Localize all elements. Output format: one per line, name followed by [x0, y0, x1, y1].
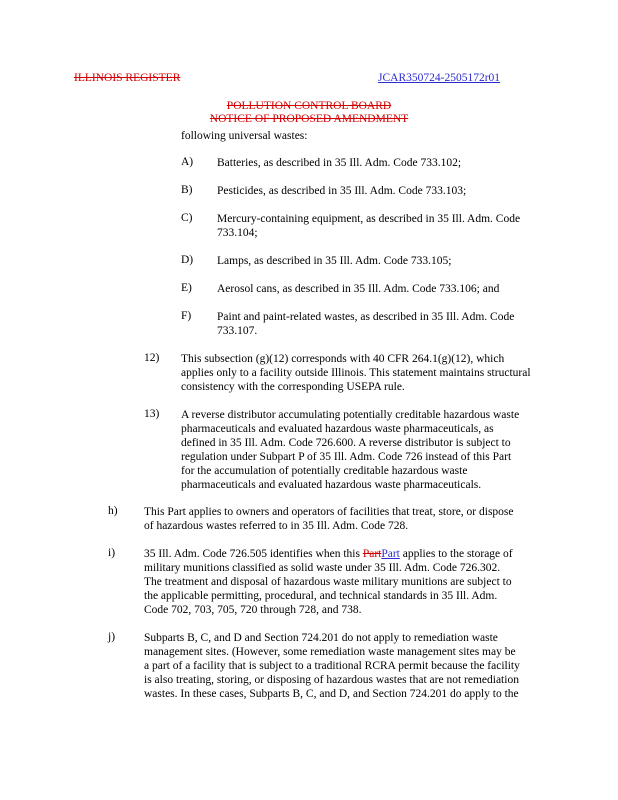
list-label: D)	[181, 254, 194, 266]
section-i-label: i)	[108, 547, 116, 559]
section-i-line: military munitions classified as solid waste under 35 Ill. Adm. Code 726.302.	[144, 562, 501, 574]
item-13-line: A reverse distributor accumulating potentially creditable hazardous waste	[181, 409, 520, 421]
header-document-id[interactable]: JCAR350724-2505172r01	[378, 72, 501, 84]
section-h-line: of hazardous wastes referred to in 35 Ill. Adm. Code 728.	[144, 520, 409, 532]
section-j-line: is also treating, storing, or disposing of hazardous wastes that are not remediation	[144, 674, 519, 686]
section-j-label: j)	[108, 631, 116, 643]
list-item-mercury-cont: 733.104;	[217, 227, 258, 239]
list-item-pesticides: Pesticides, as described in 35 Ill. Adm. Code 733.103;	[217, 185, 467, 197]
section-i-line: Code 702, 703, 705, 720 through 728, and 738.	[144, 604, 362, 616]
item-13-line: pharmaceuticals and evaluated hazardous waste pharmaceuticals.	[181, 479, 482, 491]
section-j-line: management sites. (However, some remediation waste management sites may be	[144, 646, 516, 658]
list-item-aerosol: Aerosol cans, as described in 35 Ill. Adm. Code 733.106; and	[217, 283, 500, 295]
notice-amendment: NOTICE OF PROPOSED AMENDMENT	[209, 113, 409, 125]
item-13-line: defined in 35 Ill. Adm. Code 726.600. A reverse distributor is subject to	[181, 437, 511, 449]
item-12-line: applies only to a facility outside Illinois. This statement maintains structural	[181, 367, 531, 379]
list-label: A)	[181, 156, 194, 168]
section-i-text-b: applies to the storage of	[399, 548, 513, 560]
section-i-line: The treatment and disposal of hazardous waste military munitions are subject to	[144, 576, 512, 588]
list-item-paint: Paint and paint-related wastes, as described in 35 Ill. Adm. Code	[217, 311, 515, 323]
item-13-label: 13)	[144, 408, 160, 420]
section-h-line: This Part applies to owners and operators of facilities that treat, store, or dispose	[144, 506, 514, 518]
section-i-text-a: 35 Ill. Adm. Code 726.505 identifies when this	[144, 548, 363, 560]
section-j-line: a part of a facility that is subject to a traditional RCRA permit because the facility	[144, 660, 520, 672]
item-12-line: consistency with the corresponding USEPA rule.	[181, 381, 405, 393]
section-j-line: wastes. In these cases, Subparts B, C, and D, and Section 724.201 do apply to the	[144, 688, 519, 700]
section-i-line: the applicable permitting, procedural, and technical standards in 35 Ill. Adm.	[144, 590, 498, 602]
section-j-line: Subparts B, C, and D and Section 724.201 do not apply to remediation waste	[144, 632, 498, 644]
list-label: E)	[181, 282, 192, 294]
list-item-paint-cont: 733.107.	[217, 325, 258, 337]
list-item-lamps: Lamps, as described in 35 Ill. Adm. Code 733.105;	[217, 255, 452, 267]
header-register-title: ILLINOIS REGISTER	[74, 72, 181, 84]
notice-board: POLLUTION CONTROL BOARD	[226, 100, 392, 112]
item-13-line: for the accumulation of potentially creditable hazardous waste	[181, 465, 468, 477]
item-12-label: 12)	[144, 352, 160, 364]
list-label: B)	[181, 184, 193, 196]
section-i-line-first	[144, 547, 513, 561]
list-item-batteries: Batteries, as described in 35 Ill. Adm. Code 733.102;	[217, 157, 462, 169]
item-13-line: regulation under Subpart P of 35 Ill. Adm. Code 726 instead of this Part	[181, 451, 512, 463]
list-label: C)	[181, 212, 193, 224]
item-12-line: This subsection (g)(12) corresponds with 40 CFR 264.1(g)(12), which	[181, 353, 505, 365]
inserted-text: Part	[381, 548, 400, 560]
item-13-line: pharmaceuticals and evaluated hazardous waste pharmaceuticals, as	[181, 423, 494, 435]
intro-text: following universal wastes:	[181, 130, 308, 142]
section-h-label: h)	[108, 505, 118, 517]
deleted-text: Part	[362, 548, 382, 560]
list-label: F)	[181, 310, 192, 322]
list-item-mercury: Mercury-containing equipment, as described in 35 Ill. Adm. Code	[217, 213, 521, 225]
